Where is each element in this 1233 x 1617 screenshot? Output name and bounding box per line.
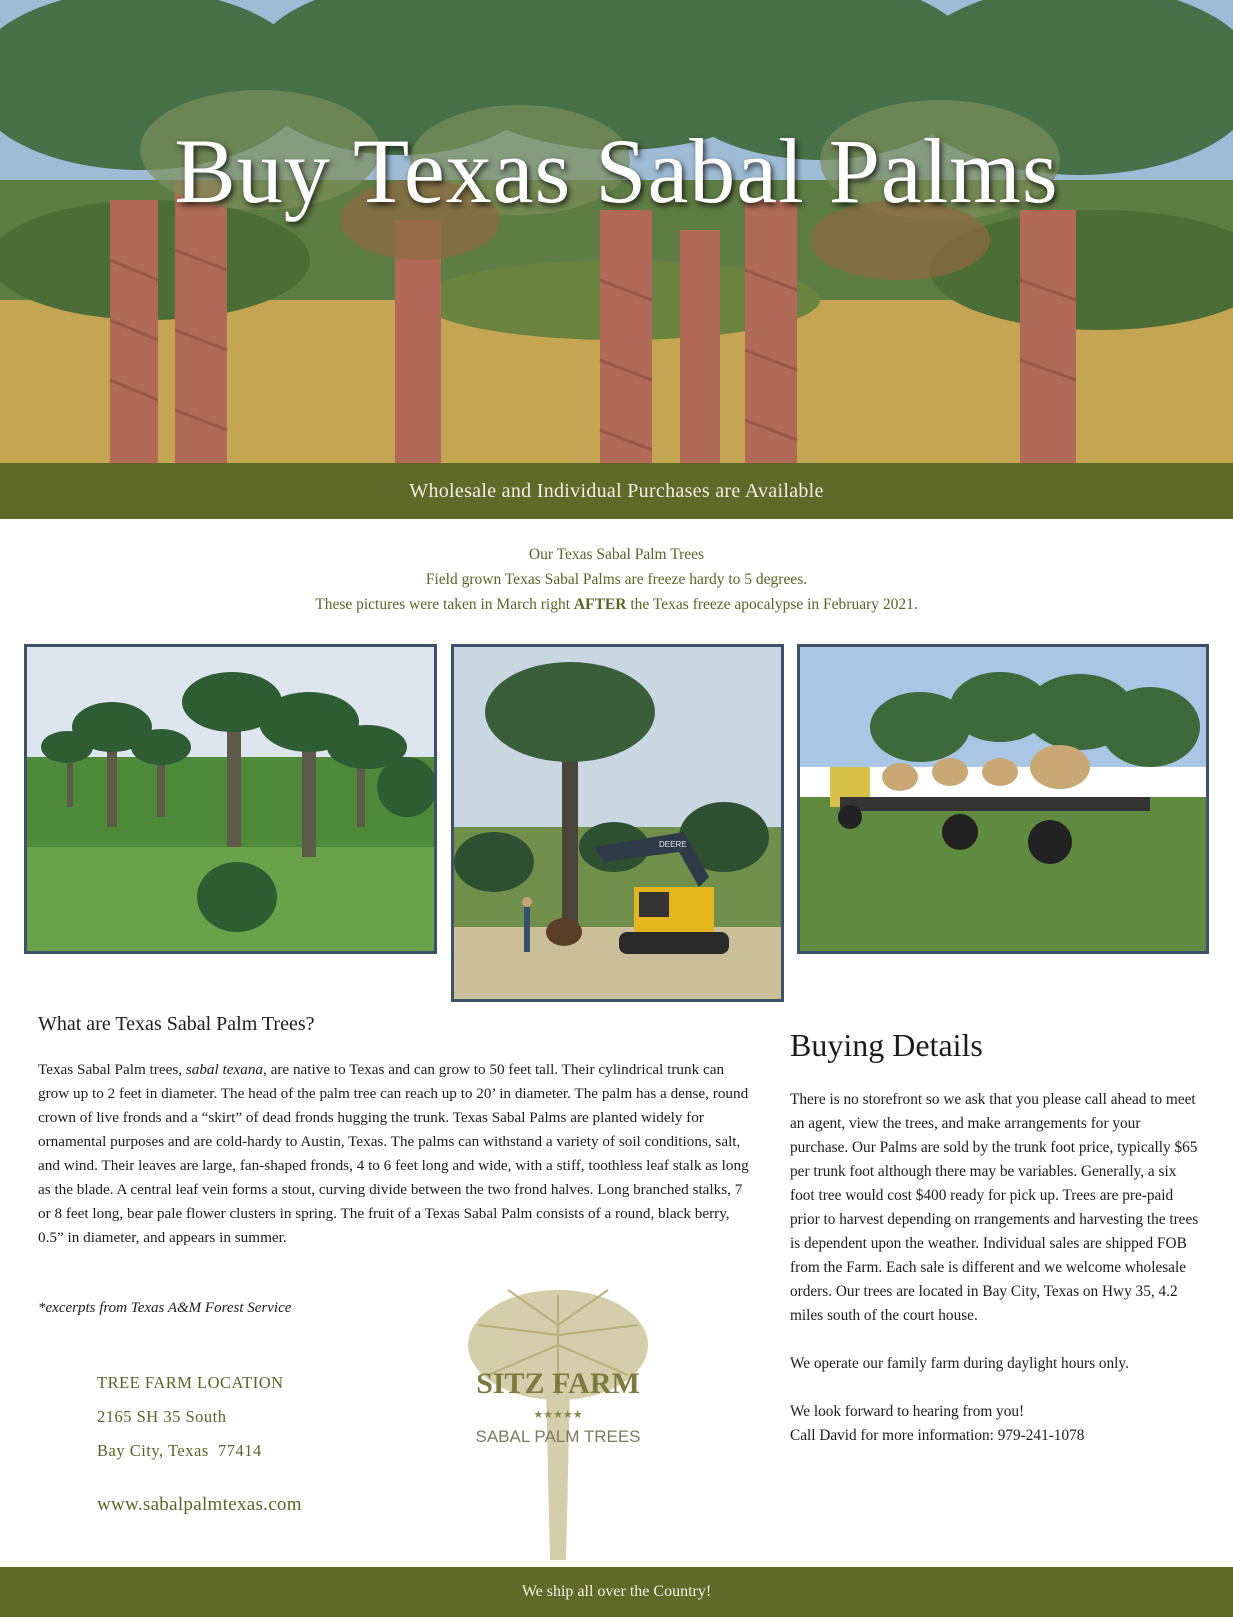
footer-banner: We ship all over the Country! bbox=[0, 1567, 1233, 1617]
buying-paragraph-2: We operate our family farm during daylight hours only. bbox=[790, 1355, 1129, 1372]
closing-line: We look forward to hearing from you! bbox=[790, 1403, 1025, 1420]
photo-trailer-load bbox=[797, 644, 1209, 954]
about-heading: What are Texas Sabal Palm Trees? bbox=[38, 1013, 315, 1035]
intro-heading: Our Texas Sabal Palm Trees bbox=[528, 546, 705, 563]
location-heading: TREE FARM LOCATION bbox=[97, 1373, 284, 1392]
address-line-2: Bay City, Texas 77414 bbox=[97, 1441, 262, 1460]
address-line-1: 2165 SH 35 South bbox=[97, 1407, 227, 1426]
logo-tagline: SABAL PALM TREES bbox=[475, 1427, 641, 1446]
buying-paragraph-1: There is no storefront so we ask that you please call ahead to meet an agent, view the trees, and make arrangements for your purchase. Our Palms are sold by the trunk foot price, typically $65 per trunk foot although there may be variables. Generally, a six foot tree would cost $400 ready for pick up. Trees are pre-paid prior to harvest depending on rrangements and harvesting the trees is dependent upon the weather. Individual sales are shipped FOB from the Farm. Each sale is different and we welcome wholesale orders. Our trees are located in Bay City, Texas on Hwy 35, 4.2 miles south of the court house. bbox=[790, 1091, 1199, 1324]
about-scientific-name: sabal texana bbox=[185, 1061, 264, 1078]
contact-line: Call David for more information: 979-241-1078 bbox=[790, 1427, 1085, 1444]
photo-palm-field bbox=[24, 644, 437, 954]
logo-name: SITZ FARM bbox=[476, 1367, 640, 1400]
buying-heading: Buying Details bbox=[790, 1027, 983, 1063]
intro-photo-note-pre: These pictures were taken in March right bbox=[315, 596, 574, 613]
intro-photo-note-post: the Texas freeze apocalypse in February 2021. bbox=[626, 596, 918, 613]
intro-freeze-hardy: Field grown Texas Sabal Palms are freeze hardy to 5 degrees. bbox=[425, 571, 808, 588]
buying-details bbox=[790, 1088, 1200, 1472]
intro-text bbox=[0, 542, 1233, 617]
excavator-brand-label: DEERE bbox=[659, 840, 687, 849]
hero-banner bbox=[0, 0, 1233, 463]
about-paragraph-pre: Texas Sabal Palm trees, bbox=[38, 1061, 186, 1078]
website-link[interactable]: www.sabalpalmtexas.com bbox=[97, 1494, 302, 1515]
intro-photo-note-emphasis: AFTER bbox=[573, 596, 627, 613]
sitz-farm-logo bbox=[458, 1275, 658, 1565]
buying-paragraph-3 bbox=[790, 1400, 1200, 1448]
intro-photo-note bbox=[0, 592, 1233, 617]
photo-excavator-lift bbox=[451, 644, 784, 1002]
about-paragraph-post: , are native to Texas and can grow to 50 feet tall. Their cylindrical trunk can grow up to 2 feet in diameter. The head of the palm tree can reach up to 20’ in diameter. The palm has a dense, round crown of live fronds and a “skirt” of dead fronds hugging the trunk. Texas Sabal Palms are planted widely for ornamental purposes and are cold-hardy to Austin, Texas. The palms can withstand a variety of soil conditions, salt, and wind. Their leaves are large, fan-shaped fronds, 4 to 6 feet long and wide, with a stiff, toothless leaf stalk as long as the blade. A central leaf vein forms a stout, curving divide between the two frond halves. Long branched stalks, 7 or 8 feet long, bear pale flower clusters in spring. The fruit of a Texas Sabal Palm consists of a round, black berry, 0.5” in diameter, and appears in summer. bbox=[38, 1061, 749, 1246]
source-citation: *excerpts from Texas A&M Forest Service bbox=[38, 1300, 292, 1316]
logo-stars: ★★★★★ bbox=[533, 1408, 583, 1421]
about-paragraph bbox=[38, 1058, 758, 1250]
page-title: Buy Texas Sabal Palms bbox=[174, 120, 1059, 222]
availability-banner: Wholesale and Individual Purchases are Available bbox=[0, 463, 1233, 519]
palm-grove-illustration bbox=[0, 0, 1233, 463]
